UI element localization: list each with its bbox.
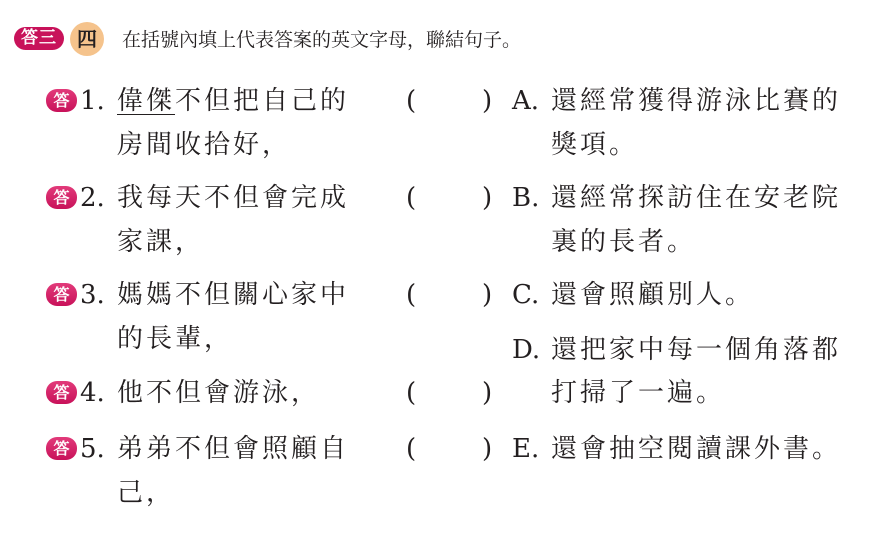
close-paren-5: ) xyxy=(482,434,493,464)
close-paren-1: ) xyxy=(482,86,493,116)
question-1-text: 不但把自己的 xyxy=(175,86,350,116)
question-number-4: 4. xyxy=(80,378,105,408)
option-letter-a: A. xyxy=(512,86,540,116)
answer-blank-3[interactable] xyxy=(420,275,480,315)
open-paren-2: ( xyxy=(406,183,417,213)
open-paren-3: ( xyxy=(406,280,417,310)
option-d-line-1: 還把家中每一個角落都 xyxy=(551,335,842,365)
answer-badge-3[interactable]: 答 xyxy=(46,283,77,306)
close-paren-4: ) xyxy=(482,378,493,408)
option-b-line-2: 裏的長者。 xyxy=(551,227,697,257)
question-5-line-2: 己， xyxy=(117,478,176,508)
option-c-line-1: 還會照顧別人。 xyxy=(551,280,755,310)
question-1-line-1 xyxy=(117,79,349,123)
open-paren-5: ( xyxy=(406,434,417,464)
option-letter-c: C. xyxy=(512,280,540,310)
answer-blank-4[interactable] xyxy=(420,373,480,413)
close-paren-2: ) xyxy=(482,183,493,213)
option-b-line-1: 還經常探訪住在安老院 xyxy=(551,183,842,213)
question-number-2: 2. xyxy=(80,183,105,213)
option-letter-e: E. xyxy=(512,434,540,464)
answer-badge-4[interactable]: 答 xyxy=(46,381,77,404)
question-5-line-1: 弟弟不但會照顧自 xyxy=(117,434,350,464)
question-number-5: 5. xyxy=(80,434,105,464)
option-a-line-2: 獎項。 xyxy=(551,130,639,160)
answer-blank-1[interactable] xyxy=(420,81,480,121)
option-a-line-1: 還經常獲得游泳比賽的 xyxy=(551,86,842,116)
answer-badge-1[interactable]: 答 xyxy=(46,89,77,112)
question-3-line-1: 媽媽不但關心家中 xyxy=(117,280,350,310)
option-e-line-1: 還會抽空閱讀課外書。 xyxy=(551,434,842,464)
open-paren-1: ( xyxy=(406,86,417,116)
instruction-text: 在括號內填上代表答案的英文字母，聯結句子。 xyxy=(122,29,522,51)
question-2-line-1: 我每天不但會完成 xyxy=(117,183,350,213)
section-number: 四 xyxy=(70,22,104,56)
option-d-line-2: 打掃了一遍。 xyxy=(551,378,726,408)
option-letter-d: D. xyxy=(512,335,541,365)
answer-section-badge: 答三 xyxy=(14,27,64,50)
close-paren-3: ) xyxy=(482,280,493,310)
answer-blank-2[interactable] xyxy=(420,178,480,218)
answer-blank-5[interactable] xyxy=(420,429,480,469)
question-number-1: 1. xyxy=(80,86,105,116)
answer-badge-2[interactable]: 答 xyxy=(46,186,77,209)
question-1-line-2: 房間收拾好， xyxy=(117,130,292,160)
underlined-name: 偉傑 xyxy=(117,86,176,116)
question-number-3: 3. xyxy=(80,280,105,310)
question-2-line-2: 家課， xyxy=(117,227,205,257)
option-letter-b: B. xyxy=(512,183,540,213)
answer-badge-5[interactable]: 答 xyxy=(46,437,77,460)
question-3-line-2: 的長輩， xyxy=(117,324,234,354)
question-4-line-1: 他不但會游泳， xyxy=(117,378,321,408)
open-paren-4: ( xyxy=(406,378,417,408)
